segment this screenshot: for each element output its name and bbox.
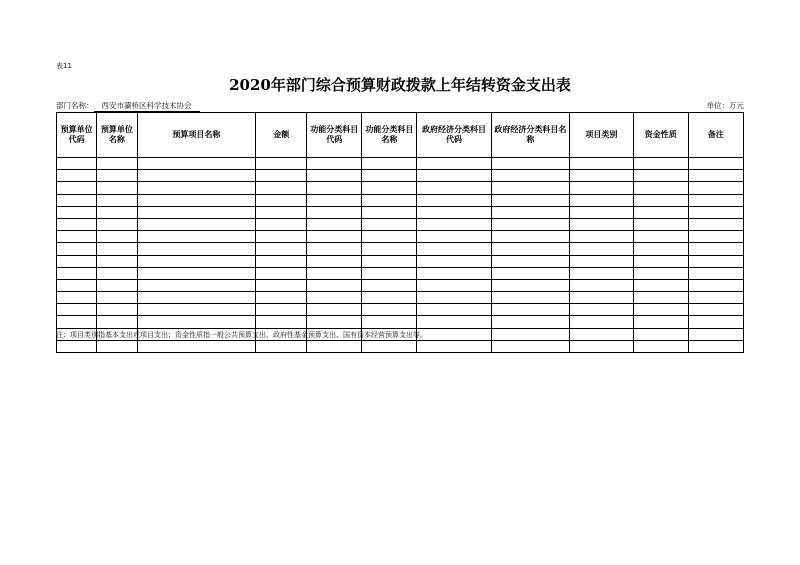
table-cell[interactable] [688, 231, 743, 243]
table-cell[interactable] [491, 279, 569, 291]
table-cell[interactable] [307, 292, 362, 304]
col-header-unit-name: 预算单位名称 [97, 113, 137, 158]
col-header-remark: 备注 [688, 113, 743, 158]
table-row [57, 243, 744, 255]
table-cell[interactable] [633, 316, 688, 328]
budget-table [56, 112, 744, 353]
table-cell[interactable] [307, 304, 362, 316]
table-row [57, 170, 744, 182]
table-cell[interactable] [307, 340, 362, 352]
table-row [57, 218, 744, 230]
table-cell[interactable] [417, 304, 491, 316]
table-cell[interactable] [570, 194, 634, 206]
table-cell[interactable] [417, 267, 491, 279]
table-cell[interactable] [688, 218, 743, 230]
table-cell[interactable] [570, 243, 634, 255]
table-cell[interactable] [570, 231, 634, 243]
table-cell[interactable] [97, 158, 137, 170]
department-line [56, 100, 200, 112]
table-cell[interactable] [307, 255, 362, 267]
table-cell[interactable] [688, 267, 743, 279]
table-row [57, 194, 744, 206]
table-cell[interactable] [362, 206, 417, 218]
table-cell[interactable] [362, 304, 417, 316]
table-cell[interactable] [57, 243, 97, 255]
table-cell[interactable] [256, 279, 307, 291]
table-cell[interactable] [570, 340, 634, 352]
unit-note: 单位：万元 [706, 101, 744, 110]
table-cell[interactable] [570, 328, 634, 340]
table-cell[interactable] [688, 182, 743, 194]
table-row [57, 267, 744, 279]
table-header-row [57, 113, 744, 158]
table-cell[interactable] [417, 340, 491, 352]
table-cell[interactable] [362, 279, 417, 291]
table-cell[interactable] [491, 194, 569, 206]
table-cell[interactable] [57, 267, 97, 279]
table-cell[interactable] [570, 304, 634, 316]
table-cell[interactable] [688, 170, 743, 182]
table-cell[interactable] [362, 340, 417, 352]
table-cell[interactable] [307, 206, 362, 218]
table-cell[interactable] [417, 328, 491, 340]
table-cell[interactable] [57, 340, 97, 352]
table-cell[interactable] [57, 316, 97, 328]
table-cell[interactable] [307, 267, 362, 279]
table-cell[interactable] [137, 231, 256, 243]
table-cell[interactable] [491, 255, 569, 267]
table-cell[interactable] [256, 194, 307, 206]
table-cell[interactable] [362, 194, 417, 206]
table-row [57, 292, 744, 304]
table-cell[interactable] [633, 231, 688, 243]
table-cell[interactable] [688, 279, 743, 291]
department-value: 西安市灞桥区科学技术协会 [94, 100, 200, 112]
table-cell[interactable] [491, 170, 569, 182]
table-cell[interactable] [307, 182, 362, 194]
table-cell[interactable] [633, 158, 688, 170]
table-cell[interactable] [97, 218, 137, 230]
table-row [57, 340, 744, 352]
table-cell[interactable] [307, 170, 362, 182]
table-cell[interactable] [307, 243, 362, 255]
table-cell[interactable] [570, 279, 634, 291]
table-cell[interactable] [137, 158, 256, 170]
col-header-fund-nature: 资金性质 [633, 113, 688, 158]
table-cell[interactable] [97, 304, 137, 316]
table-cell[interactable] [137, 267, 256, 279]
table-cell[interactable] [97, 267, 137, 279]
table-cell[interactable] [137, 340, 256, 352]
table-cell[interactable] [362, 255, 417, 267]
page-title: 2020年部门综合预算财政拨款上年结转资金支出表 [229, 76, 571, 94]
table-cell[interactable] [633, 328, 688, 340]
table-cell[interactable] [57, 170, 97, 182]
table-cell[interactable] [633, 243, 688, 255]
table-cell[interactable] [633, 182, 688, 194]
table-cell[interactable] [256, 158, 307, 170]
table-cell[interactable] [570, 218, 634, 230]
table-cell[interactable] [362, 231, 417, 243]
table-cell[interactable] [362, 292, 417, 304]
table-cell[interactable] [491, 340, 569, 352]
table-row [57, 206, 744, 218]
table-cell[interactable] [362, 170, 417, 182]
table-cell[interactable] [570, 182, 634, 194]
table-cell[interactable] [256, 304, 307, 316]
table-cell[interactable] [633, 304, 688, 316]
table-cell[interactable] [256, 267, 307, 279]
table-cell[interactable] [417, 182, 491, 194]
table-cell[interactable] [256, 340, 307, 352]
table-cell[interactable] [362, 158, 417, 170]
table-cell[interactable] [97, 340, 137, 352]
table-cell[interactable] [688, 255, 743, 267]
table-cell[interactable] [256, 243, 307, 255]
table-cell[interactable] [307, 218, 362, 230]
table-cell[interactable] [256, 218, 307, 230]
table-cell[interactable] [362, 218, 417, 230]
table-cell[interactable] [97, 316, 137, 328]
table-cell[interactable] [491, 328, 569, 340]
footnote: 注：项目类别指基本支出或项目支出；资金性质指一般公共预算支出、政府性基金预算支出、国有资本经营预算支出等。 [56, 331, 427, 339]
table-cell[interactable] [491, 304, 569, 316]
table-cell[interactable] [633, 255, 688, 267]
table-cell[interactable] [362, 267, 417, 279]
table-cell[interactable] [362, 243, 417, 255]
table-cell[interactable] [97, 279, 137, 291]
table-cell[interactable] [491, 182, 569, 194]
table-cell[interactable] [137, 316, 256, 328]
table-row [57, 158, 744, 170]
table-cell[interactable] [137, 194, 256, 206]
table-cell[interactable] [57, 255, 97, 267]
table-cell[interactable] [256, 316, 307, 328]
col-header-gov-econ-name: 政府经济分类科目名称 [491, 113, 569, 158]
table-cell[interactable] [688, 304, 743, 316]
table-cell[interactable] [491, 243, 569, 255]
table-cell[interactable] [633, 292, 688, 304]
table-cell[interactable] [362, 316, 417, 328]
table-cell[interactable] [57, 158, 97, 170]
table-cell[interactable] [417, 194, 491, 206]
table-cell[interactable] [633, 279, 688, 291]
table-cell[interactable] [256, 206, 307, 218]
table-cell[interactable] [97, 255, 137, 267]
table-cell[interactable] [570, 316, 634, 328]
table-cell[interactable] [688, 243, 743, 255]
table-cell[interactable] [688, 292, 743, 304]
table-cell[interactable] [417, 170, 491, 182]
table-row [57, 316, 744, 328]
table-cell[interactable] [137, 255, 256, 267]
table-cell[interactable] [256, 292, 307, 304]
table-cell[interactable] [633, 170, 688, 182]
table-body [57, 158, 744, 353]
table-cell[interactable] [97, 206, 137, 218]
col-header-gov-econ-code: 政府经济分类科目代码 [417, 113, 491, 158]
table-cell[interactable] [570, 292, 634, 304]
table-cell[interactable] [137, 304, 256, 316]
table-cell[interactable] [256, 170, 307, 182]
col-header-function-name: 功能分类科目名称 [362, 113, 417, 158]
col-header-unit-code: 预算单位代码 [57, 113, 97, 158]
table-cell[interactable] [570, 267, 634, 279]
col-header-amount: 金额 [256, 113, 307, 158]
table-cell[interactable] [97, 170, 137, 182]
table-cell[interactable] [57, 279, 97, 291]
table-row [57, 304, 744, 316]
table-cell[interactable] [633, 206, 688, 218]
table-cell[interactable] [417, 206, 491, 218]
table-cell[interactable] [417, 243, 491, 255]
table-cell[interactable] [256, 231, 307, 243]
table-cell[interactable] [491, 158, 569, 170]
sheet-tag: 表11 [56, 62, 72, 70]
table-row [57, 279, 744, 291]
table-cell[interactable] [57, 206, 97, 218]
table-cell[interactable] [97, 231, 137, 243]
col-header-project-type: 项目类别 [570, 113, 634, 158]
table-cell[interactable] [417, 279, 491, 291]
table-cell[interactable] [417, 292, 491, 304]
table-cell[interactable] [491, 231, 569, 243]
table-cell[interactable] [307, 158, 362, 170]
table-cell[interactable] [688, 316, 743, 328]
table-cell[interactable] [97, 292, 137, 304]
table-row [57, 231, 744, 243]
col-header-function-code: 功能分类科目代码 [307, 113, 362, 158]
table-row [57, 255, 744, 267]
table-cell[interactable] [688, 206, 743, 218]
table-cell[interactable] [491, 267, 569, 279]
table-cell[interactable] [57, 231, 97, 243]
table-cell[interactable] [256, 255, 307, 267]
table-cell[interactable] [137, 279, 256, 291]
table-cell[interactable] [491, 218, 569, 230]
table-cell[interactable] [688, 194, 743, 206]
table-cell[interactable] [57, 304, 97, 316]
table-cell[interactable] [633, 218, 688, 230]
table-cell[interactable] [307, 316, 362, 328]
table-cell[interactable] [137, 206, 256, 218]
table-cell[interactable] [97, 182, 137, 194]
table-cell[interactable] [307, 231, 362, 243]
col-header-project-name: 预算项目名称 [137, 113, 256, 158]
table-cell[interactable] [417, 218, 491, 230]
table-cell[interactable] [491, 292, 569, 304]
table-cell[interactable] [688, 340, 743, 352]
table-cell[interactable] [633, 267, 688, 279]
table-cell[interactable] [137, 292, 256, 304]
table-cell[interactable] [137, 182, 256, 194]
table-cell[interactable] [137, 170, 256, 182]
table-cell[interactable] [633, 194, 688, 206]
table-cell[interactable] [57, 218, 97, 230]
table-cell[interactable] [491, 316, 569, 328]
table-cell[interactable] [417, 316, 491, 328]
table-cell[interactable] [491, 206, 569, 218]
table-cell[interactable] [97, 194, 137, 206]
table-cell[interactable] [307, 279, 362, 291]
table-cell[interactable] [362, 182, 417, 194]
table-cell[interactable] [307, 194, 362, 206]
table-cell[interactable] [97, 243, 137, 255]
table-cell[interactable] [57, 292, 97, 304]
table-cell[interactable] [417, 231, 491, 243]
table-cell[interactable] [417, 158, 491, 170]
table-cell[interactable] [570, 206, 634, 218]
table-cell[interactable] [570, 158, 634, 170]
table-cell[interactable] [570, 255, 634, 267]
table-cell[interactable] [137, 243, 256, 255]
table-cell[interactable] [256, 182, 307, 194]
table-cell[interactable] [570, 170, 634, 182]
table-cell[interactable] [57, 194, 97, 206]
table-cell[interactable] [57, 182, 97, 194]
table-cell[interactable] [633, 340, 688, 352]
table-cell[interactable] [688, 328, 743, 340]
department-label: 部门名称： [56, 101, 94, 110]
table-cell[interactable] [688, 158, 743, 170]
table-cell[interactable] [137, 218, 256, 230]
table-cell[interactable] [417, 255, 491, 267]
table-row [57, 182, 744, 194]
